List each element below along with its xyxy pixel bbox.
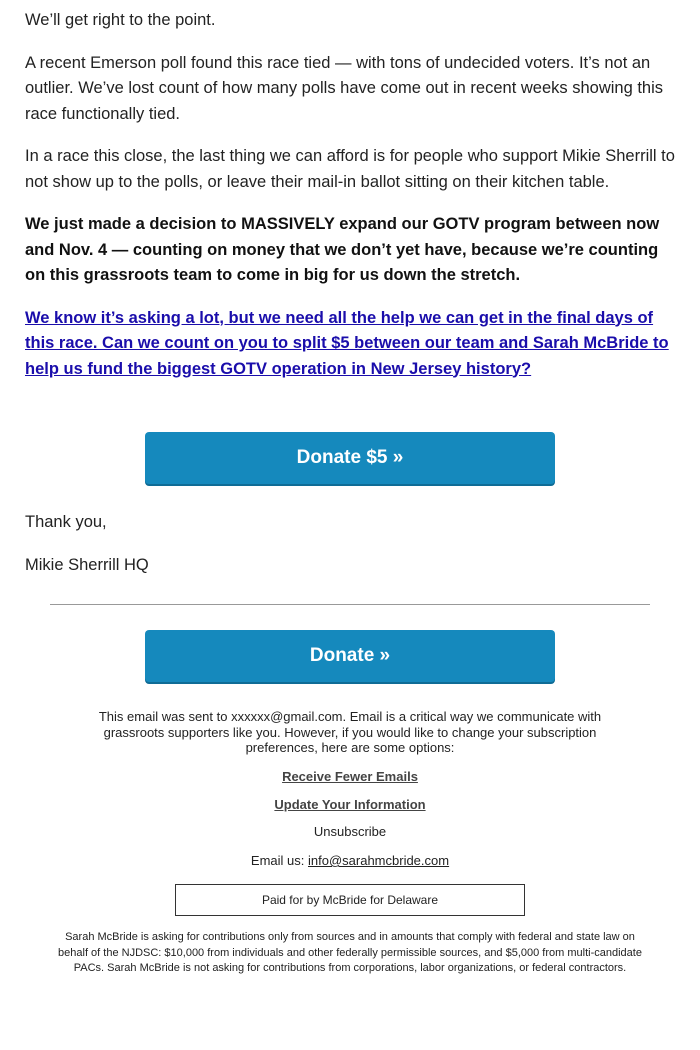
- unsubscribe-link[interactable]: Unsubscribe: [313, 824, 387, 839]
- update-information-link[interactable]: Update Your Information: [274, 797, 426, 812]
- race-paragraph: In a race this close, the last thing we can afford is for people who support Mikie Sherrill to not show up to the polls, or leave their mail-in ballot sitting on their kitchen table.: [25, 147, 675, 191]
- unsubscribe-row: [50, 824, 650, 839]
- intro-paragraph: We’ll get right to the point.: [25, 11, 216, 29]
- email-us-link[interactable]: info@sarahmcbride.com: [308, 853, 450, 868]
- subscription-notice: This email was sent to xxxxxx@gmail.com. Email is a critical way we communicate with grassroots supporters like you. However, if you would like to change your subscription preferences, here are some options:: [98, 709, 602, 755]
- donate-ask-link[interactable]: We know it’s asking a lot, but we need all the help we can get in the final days of this race. Can we count on you to split $5 between our team and Sarah McBride to help us fund the biggest GOTV operation in New Jersey history?: [25, 308, 669, 378]
- donate-5-button[interactable]: Donate $5 »: [145, 432, 555, 484]
- email-us-label: Email us:: [250, 853, 305, 868]
- thank-you-text: Thank you,: [25, 513, 107, 531]
- legal-disclaimer: Sarah McBride is asking for contributions only from sources and in amounts that comply with federal and state law on behalf of the NJDSC: $10,000 from individuals and other federally permissible sources, and $5,000 from multi-candidate PACs. Sarah McBride is not asking for contributions from corporations, labor organizations, or federal contractors.: [58, 931, 642, 974]
- donate-ask-link-paragraph: [25, 306, 677, 383]
- footer-divider: [50, 604, 650, 605]
- email-us-row: [50, 853, 650, 868]
- update-information-row: [50, 797, 650, 812]
- gotv-bold-paragraph: We just made a decision to MASSIVELY expand our GOTV program between now and Nov. 4 — counting on money that we don’t yet have, because we’re counting on this grassroots team to come in big for us down the stretch.: [25, 215, 660, 284]
- receive-fewer-emails-link[interactable]: Receive Fewer Emails: [282, 769, 418, 784]
- donate-button[interactable]: Donate »: [145, 630, 555, 682]
- paid-for-disclaimer: Paid for by McBride for Delaware: [175, 884, 525, 916]
- email-body: [25, 8, 677, 382]
- receive-fewer-emails-row: [50, 769, 650, 784]
- poll-paragraph: A recent Emerson poll found this race tied — with tons of undecided voters. It’s not an outlier. We’ve lost count of how many polls have come out in recent weeks showing this race functionally tied.: [25, 53, 664, 123]
- signature: Mikie Sherrill HQ: [25, 556, 149, 574]
